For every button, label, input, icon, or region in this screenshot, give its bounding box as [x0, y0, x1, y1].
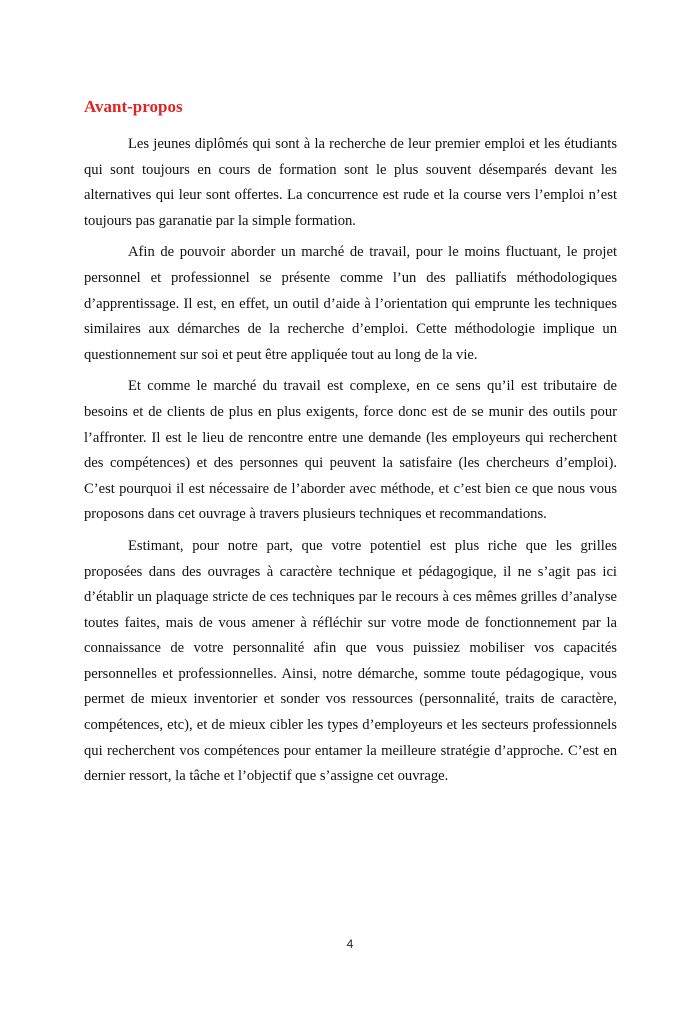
paragraph-1: Les jeunes diplômés qui sont à la recherche de leur premier emploi et les étudiants qui sont toujours en cours de formation sont le plus souvent désemparés devant les alternatives qui leur sont offertes. La concurrence est rude et la course vers l’emploi n’est toujours pas garanatie par la simple formation. — [84, 136, 617, 229]
page-number: 4 — [346, 937, 354, 951]
paragraph-4: Estimant, pour notre part, que votre potentiel est plus riche que les grilles proposées dans des ouvrages à caractère technique et pédagogique, il ne s’agit pas ici d’établir un plaquage stricte de ces techniques par le recours à ces mêmes grilles d’analyse toutes faites, mais de vous amener à réfléchir sur votre mode de fonctionnement par la connaissance de votre personnalité afin que vous puissiez mobiliser vos capacités personnelles et professionnelles. Ainsi, notre démarche, somme toute pédagogique, vous permet de mieux inventorier et sonder vos ressources (personnalité, traits de caractère, compétences, etc), et de mieux cibler les types d’employeurs et les secteurs professionnels qui recherchent vos compétences pour entamer la meilleure stratégie d’approche. C’est en dernier ressort, la tâche et l’objectif que s’assigne cet ouvrage. — [84, 537, 617, 785]
paragraph-2: Afin de pouvoir aborder un marché de travail, pour le moins fluctuant, le projet personnel et professionnel se présente comme l’un des palliatifs méthodologiques d’apprentissage. Il est, en effet, un outil d’aide à l’orientation qui emprunte les techniques similaires aux démarches de la recherche d’emploi. Cette méthodologie implique un questionnement sur soi et peut être appliquée tout au long de la vie. — [84, 244, 617, 363]
body-text — [84, 132, 617, 796]
page-title: Avant-propos — [84, 97, 183, 116]
paragraph-3: Et comme le marché du travail est complexe, en ce sens qu’il est tributaire de besoins et de clients de plus en plus exigents, force donc est de se munir des outils pour l’affronter. Il est le lieu de rencontre entre une demande (les employeurs qui recherchent des compétences) et des personnes qui peuvent la satisfaire (les chercheurs d’emploi). C’est pourquoi il est nécessaire de l’aborder avec méthode, et c’est bien ce que nous vous proposons dans cet ouvrage à travers plusieurs techniques et recommandations. — [84, 378, 617, 523]
